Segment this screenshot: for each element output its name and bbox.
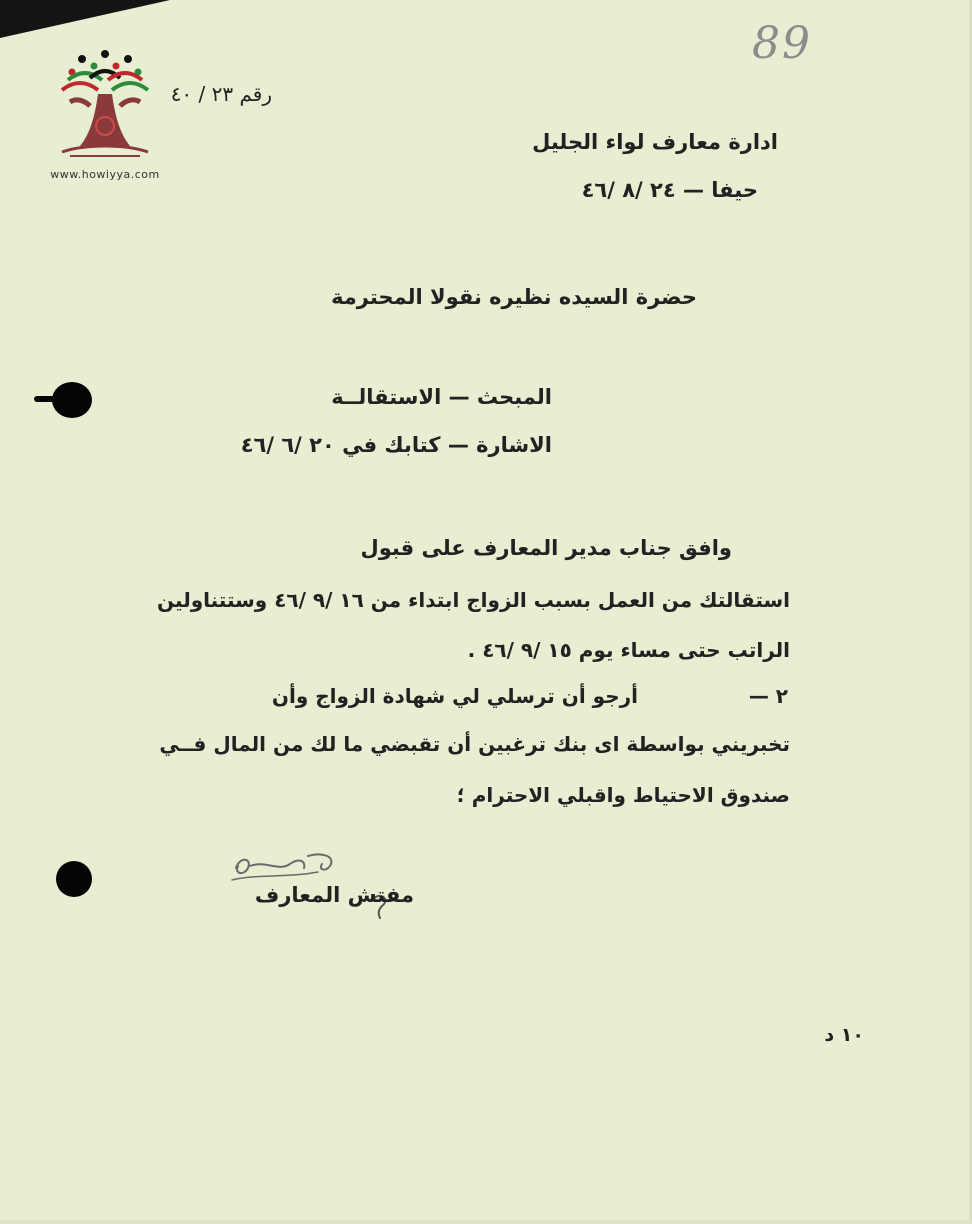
- howiyya-logo: [40, 46, 170, 186]
- paragraph-2-line-2: تخبريني بواسطة اى بنك ترغبين أن تقبضي ما لك من المال فــي: [159, 732, 790, 756]
- paragraph-2-line-3: صندوق الاحتياط واقبلي الاحترام ؛: [456, 783, 790, 807]
- issuing-office: ادارة معارف لواء الجليل: [532, 130, 778, 154]
- handwritten-signature: [226, 846, 346, 886]
- scan-edge-bottom: [0, 1220, 972, 1224]
- paragraph-2-line-1: أرجو أن ترسلي لي شهادة الزواج وأن: [271, 684, 638, 708]
- paragraph-1-line-1: وافق جناب مدير المعارف على قبول: [360, 536, 732, 560]
- paragraph-1-line-3: الراتب حتى مساء يوم ١٥ /٩ /٤٦ .: [467, 638, 790, 662]
- reference-line: الاشارة — كتابك في ٢٠ /٦ /٤٦: [240, 433, 552, 457]
- paragraph-2-number: ٢ —: [748, 684, 788, 708]
- archive-page-number: 89: [752, 18, 812, 69]
- tree-logo-icon: [40, 46, 170, 166]
- punch-hole-tear: [34, 396, 60, 402]
- subject-line: المبحث — الاستقالــة: [331, 385, 552, 409]
- signer-title: مفتش المعارف: [254, 883, 414, 907]
- punch-hole-bottom: [56, 861, 92, 897]
- city-and-date: حيفا — ٢٤ /٨ /٤٦: [581, 178, 758, 202]
- scan-corner-shadow: [0, 0, 170, 38]
- salutation: حضرة السيده نظيره نقولا المحترمة: [331, 285, 697, 309]
- logo-url-text: www.howiyya.com: [50, 168, 160, 181]
- footer-reference: ١٠ د: [824, 1024, 864, 1046]
- paragraph-1-line-2: استقالتك من العمل بسبب الزواج ابتداء من ١٦ /٩ /٤٦ وستتناولين: [157, 588, 790, 612]
- reference-number: رقم ٢٣ / ٤٠: [170, 82, 272, 106]
